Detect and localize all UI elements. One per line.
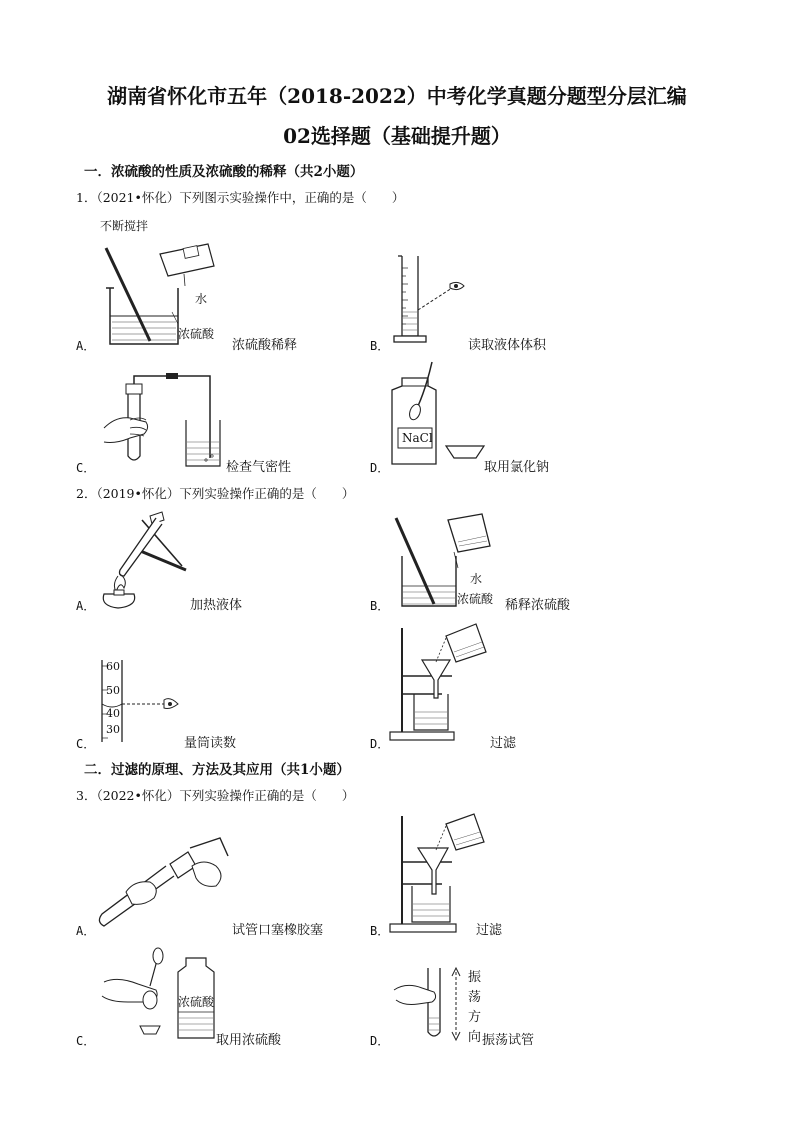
q1-d-letter: D． bbox=[370, 461, 390, 475]
q3-d-caption: 振荡试管 bbox=[482, 1033, 535, 1048]
q3-d-dir-3: 方 bbox=[468, 1010, 482, 1025]
q2-b-letter: B． bbox=[370, 599, 390, 613]
q3-c-letter: C． bbox=[76, 1034, 96, 1048]
q3-d-letter: D． bbox=[370, 1034, 390, 1048]
q1-a-acid-label: 浓硫酸 bbox=[178, 327, 215, 341]
q2-c-tick-60: 60 bbox=[106, 660, 120, 673]
q2-d-filtration-figure bbox=[390, 622, 490, 744]
q1-d-nacl-label: NaCl bbox=[402, 431, 433, 445]
q3-d-shake-figure bbox=[392, 966, 466, 1042]
q2-c-caption: 量筒读数 bbox=[184, 736, 237, 751]
page-title: 湖南省怀化市五年（2018-2022）中考化学真题分题型分层汇编 bbox=[107, 84, 687, 108]
q1-b-caption: 读取液体体积 bbox=[468, 338, 547, 353]
section-heading-1: 一．浓硫酸的性质及浓硫酸的稀释（共2小题） bbox=[84, 164, 364, 180]
q2-d-caption: 过滤 bbox=[490, 736, 517, 751]
q2-c-tick-50: 50 bbox=[106, 684, 120, 697]
q2-a-caption: 加热液体 bbox=[190, 598, 243, 613]
q1-b-cylinder-figure bbox=[392, 252, 472, 346]
q1-a-letter: A． bbox=[76, 339, 96, 353]
question-2-stem: 2．（2019•怀化）下列实验操作正确的是（ ） bbox=[76, 486, 355, 501]
q1-c-caption: 检查气密性 bbox=[226, 460, 292, 475]
q3-a-caption: 试管口塞橡胶塞 bbox=[232, 923, 324, 938]
q1-a-caption: 浓硫酸稀释 bbox=[232, 338, 298, 353]
q2-b-acid-label: 浓硫酸 bbox=[457, 592, 494, 606]
q1-a-dilution-figure bbox=[100, 238, 250, 350]
question-1-stem: 1．（2021•怀化）下列图示实验操作中，正确的是（ ） bbox=[76, 190, 405, 205]
q3-a-letter: A． bbox=[76, 924, 96, 938]
q1-stir-label: 不断搅拌 bbox=[100, 219, 149, 233]
q2-c-letter: C． bbox=[76, 737, 96, 751]
q1-b-letter: B． bbox=[370, 339, 390, 353]
q3-c-acid-label: 浓硫酸 bbox=[178, 995, 215, 1009]
q1-d-nacl-figure bbox=[388, 358, 488, 466]
q1-a-water-label: 水 bbox=[195, 292, 208, 306]
q2-c-tick-40: 40 bbox=[106, 707, 120, 720]
question-3-stem: 3．（2022•怀化）下列实验操作正确的是（ ） bbox=[76, 788, 355, 803]
q2-d-letter: D． bbox=[370, 737, 390, 751]
q1-c-letter: C． bbox=[76, 461, 96, 475]
q3-a-stopper-figure bbox=[96, 836, 236, 936]
q3-d-dir-2: 荡 bbox=[468, 990, 482, 1005]
q2-b-caption: 稀释浓硫酸 bbox=[505, 598, 571, 613]
q3-b-filtration-figure bbox=[390, 812, 490, 934]
q1-c-airtight-figure bbox=[100, 372, 225, 470]
q3-d-dir-4: 向 bbox=[468, 1030, 482, 1045]
q3-d-dir-1: 振 bbox=[468, 970, 482, 985]
q2-b-water-label: 水 bbox=[470, 572, 483, 586]
q1-d-caption: 取用氯化钠 bbox=[484, 460, 550, 475]
q2-a-heating-figure bbox=[98, 510, 190, 610]
q2-a-letter: A． bbox=[76, 599, 96, 613]
q2-c-tick-30: 30 bbox=[106, 723, 120, 736]
q3-c-caption: 取用浓硫酸 bbox=[216, 1033, 282, 1048]
q3-b-caption: 过滤 bbox=[476, 923, 503, 938]
page-subtitle: 02选择题（基础提升题） bbox=[283, 124, 511, 148]
section-heading-2: 二．过滤的原理、方法及其应用（共1小题） bbox=[84, 762, 350, 778]
q3-b-letter: B． bbox=[370, 924, 390, 938]
